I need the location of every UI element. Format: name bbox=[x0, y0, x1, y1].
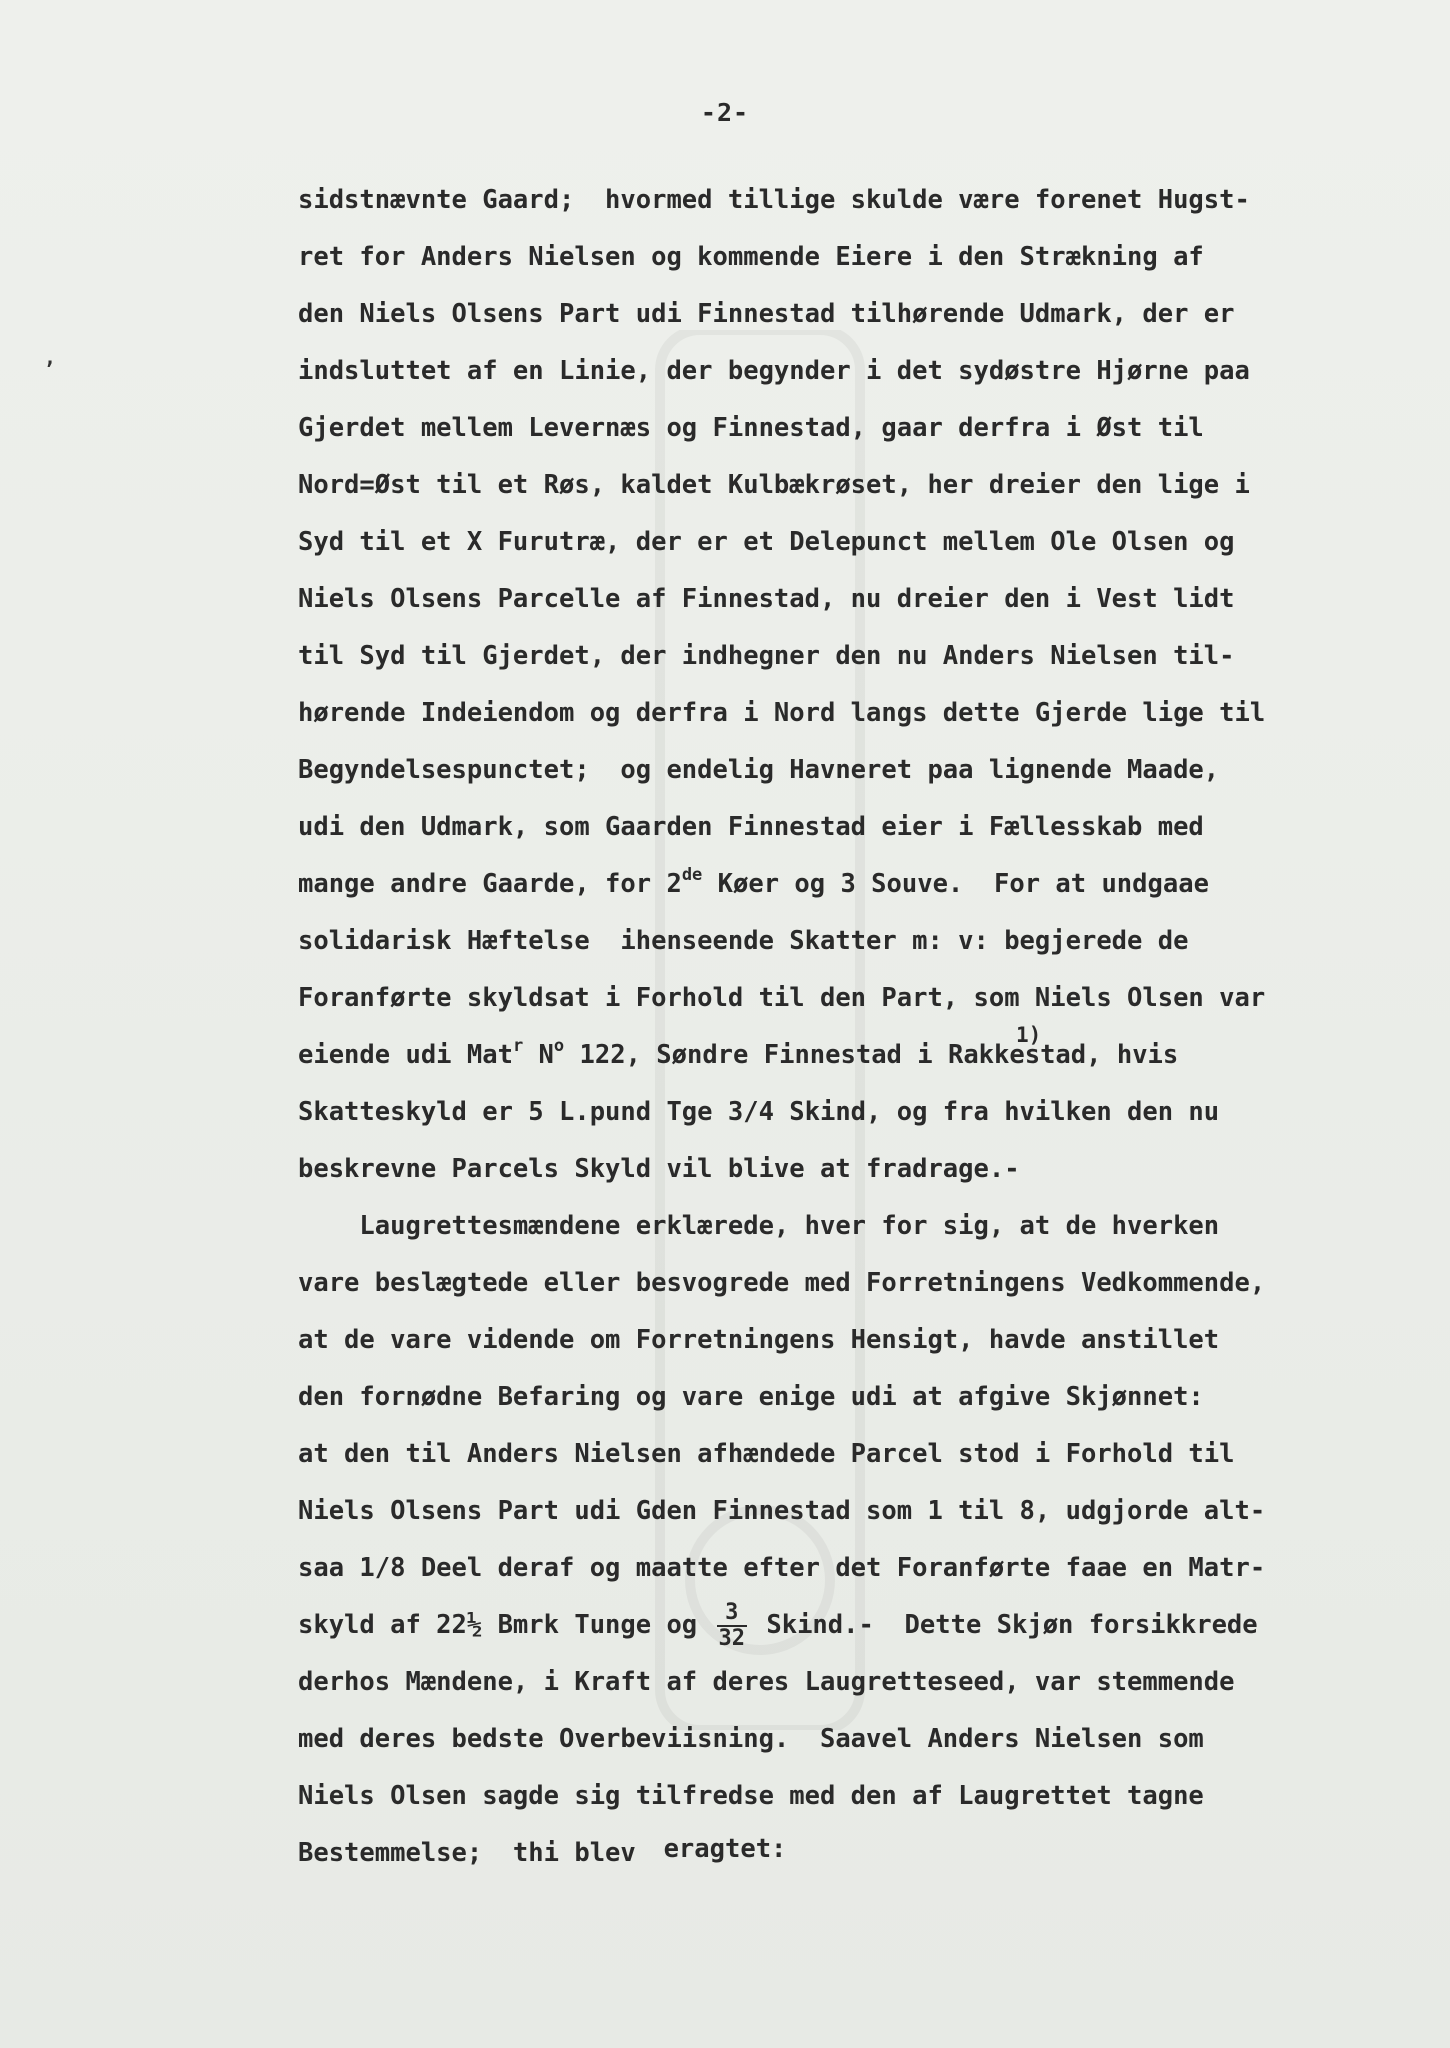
text-line: Foranførte skyldsat i Forhold til den Part, som Niels Olsen var bbox=[298, 983, 1266, 1013]
text-line: indsluttet af en Linie, der begynder i det sydøstre Hjørne paa bbox=[298, 356, 1250, 386]
text-line: med deres bedste Overbeviisning. Saavel Anders Nielsen som bbox=[298, 1724, 1204, 1754]
superscript: r bbox=[512, 1036, 524, 1056]
closing-word: eragtet: bbox=[663, 1834, 787, 1864]
margin-tick-mark: , bbox=[44, 345, 57, 369]
text-line: Skatteskyld er 5 L.pund Tge 3/4 Skind, og fra hvilken den nu bbox=[298, 1097, 1220, 1127]
text-line: derhos Mændene, i Kraft af deres Laugretteseed, var stemmende bbox=[298, 1667, 1235, 1697]
text-line: den Niels Olsens Part udi Finnestad tilhørende Udmark, der er bbox=[298, 299, 1235, 329]
text-line: den fornødne Befaring og vare enige udi at afgive Skjønnet: bbox=[298, 1382, 1204, 1412]
text-line: Niels Olsen sagde sig tilfredse med den af Laugrettet tagne bbox=[298, 1781, 1204, 1811]
text-line: saa 1/8 Deel deraf og maatte efter det Foranførte faae en Matr- bbox=[298, 1553, 1266, 1583]
text-line: beskrevne Parcels Skyld vil blive at fradrage.- bbox=[298, 1154, 1020, 1184]
superscript: de bbox=[681, 865, 703, 885]
text-line: Nord=Øst til et Røs, kaldet Kulbækrøset, her dreier den lige i bbox=[298, 470, 1250, 500]
text-line: Bestemmelse; thi blev bbox=[298, 1838, 636, 1868]
body-text bbox=[298, 172, 1418, 1882]
text-line: Begyndelsespunctet; og endelig Havneret paa lignende Maade, bbox=[298, 755, 1220, 785]
text-line: udi den Udmark, som Gaarden Finnestad eier i Fællesskab med bbox=[298, 812, 1204, 842]
text-line: mange andre Gaarde, for 2de Køer og 3 Souve. For at undgaae bbox=[298, 865, 1209, 899]
footnote-marker: 1) bbox=[1016, 1023, 1042, 1047]
text-line: Niels Olsens Part udi Gden Finnestad som 1 til 8, udgjorde alt- bbox=[298, 1496, 1266, 1526]
text-line: skyld af 22½ Bmrk Tunge og $\frac{3}{32}$ Skind.- Dette Skjøn forsikkrede bbox=[298, 1600, 1258, 1651]
text-line: eiende udi Mat$^r$ $N^o$ 122, Søndre Finnestad i Rakkestad, hvis 1) bbox=[298, 1027, 1418, 1084]
text-line: Syd til et X Furutræ, der er et Delepunct mellem Ole Olsen og bbox=[298, 527, 1235, 557]
text-line: Gjerdet mellem Levernæs og Finnestad, gaar derfra i Øst til bbox=[298, 413, 1204, 443]
text-line: at de vare vidende om Forretningens Hensigt, havde anstillet bbox=[298, 1325, 1220, 1355]
text-line: ret for Anders Nielsen og kommende Eiere i den Strækning af bbox=[298, 242, 1204, 272]
text-line: hørende Indeiendom og derfra i Nord langs dette Gjerde lige til bbox=[298, 698, 1266, 728]
fraction: $\frac{3}{32}$ bbox=[718, 1600, 746, 1651]
text-line: vare beslægtede eller besvogrede med Forretningens Vedkommende, bbox=[298, 1268, 1266, 1298]
text-line: Laugrettesmændene erklærede, hver for sig, at de hverken bbox=[298, 1211, 1220, 1241]
text-line: til Syd til Gjerdet, der indhegner den nu Anders Nielsen til- bbox=[298, 641, 1235, 671]
text-line: Niels Olsens Parcelle af Finnestad, nu dreier den i Vest lidt bbox=[298, 584, 1235, 614]
text-line: solidarisk Hæftelse ihenseende Skatter m: v: begjerede de bbox=[298, 926, 1189, 956]
text-line: at den til Anders Nielsen afhændede Parcel stod i Forhold til bbox=[298, 1439, 1235, 1469]
text-line: sidstnævnte Gaard; hvormed tillige skulde være forenet Hugst- bbox=[298, 185, 1250, 215]
page-number: -2- bbox=[700, 98, 750, 127]
superscript: o bbox=[553, 1036, 565, 1056]
